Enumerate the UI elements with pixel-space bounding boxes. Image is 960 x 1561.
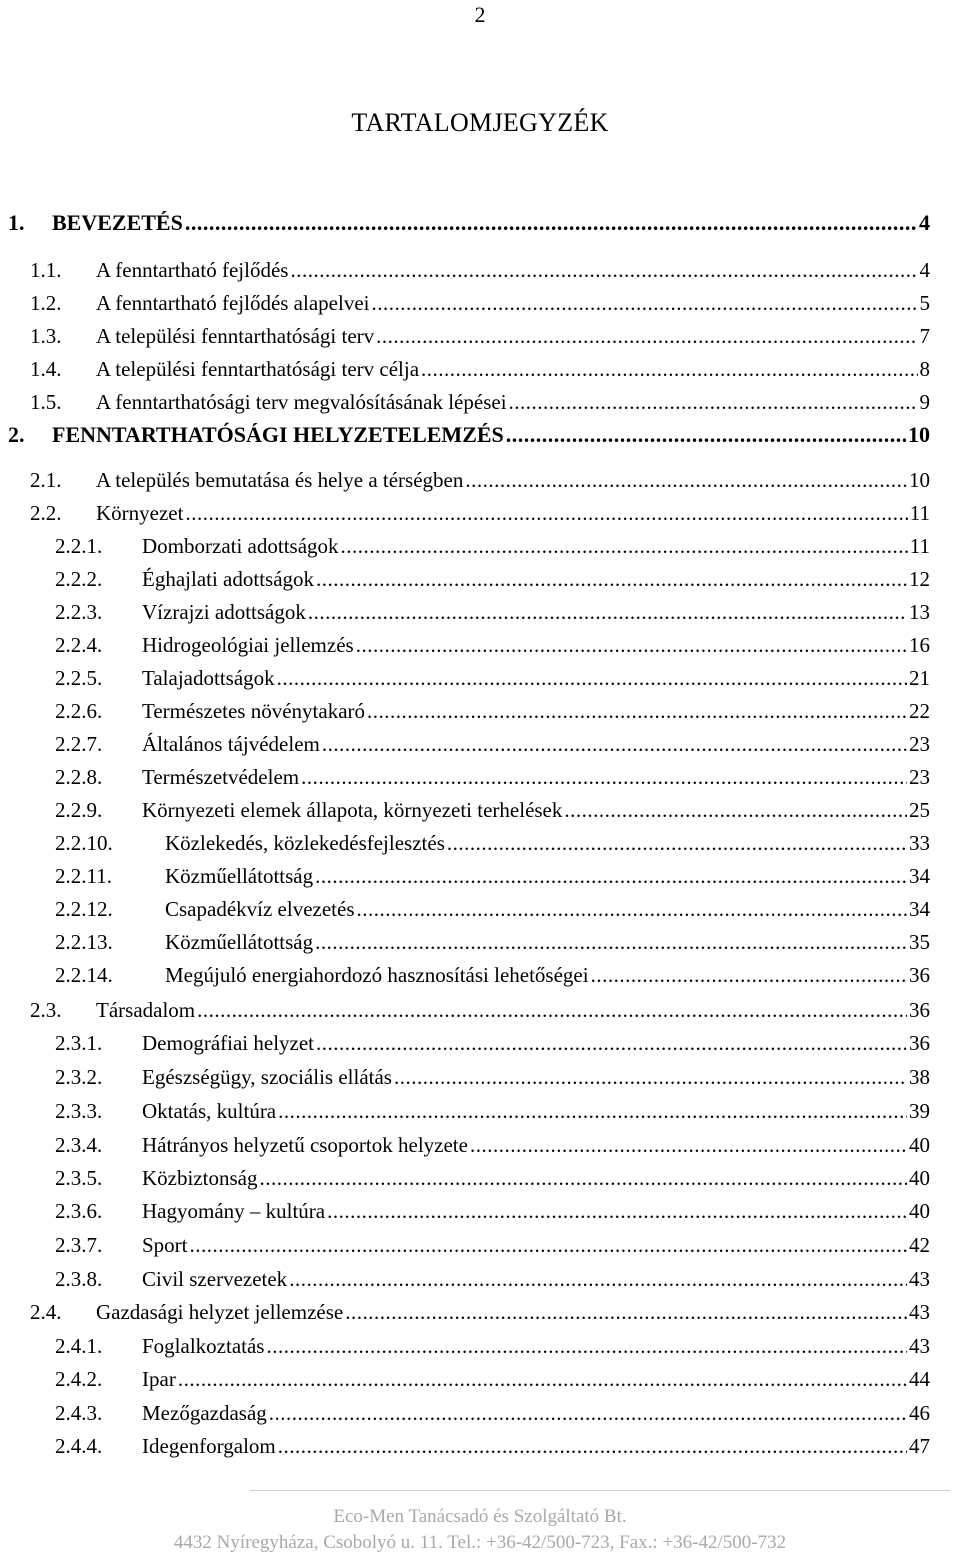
- toc-entry[interactable]: [0, 354, 960, 384]
- toc-entry[interactable]: [0, 420, 960, 450]
- toc-entry-title: Hátrányos helyzetű csoportok helyzete: [142, 1133, 468, 1157]
- toc-entry-page: 33: [909, 831, 930, 855]
- toc-entry-number: 2.2.12.: [55, 897, 113, 921]
- toc-entry-leader: [142, 1028, 930, 1058]
- toc-entry[interactable]: [0, 208, 960, 238]
- toc-entry-number: 2.4.3.: [55, 1401, 103, 1425]
- toc-entry-number: 1.5.: [30, 390, 62, 414]
- toc-entry-page: 10: [908, 422, 930, 447]
- toc-entry-leader: [142, 729, 930, 759]
- toc-entry-title: Hidrogeológiai jellemzés: [142, 633, 354, 657]
- toc-entry-title: Csapadékvíz elvezetés: [165, 897, 355, 921]
- dot-leader: [345, 1297, 907, 1327]
- toc-entry-page: 12: [909, 567, 930, 591]
- dot-leader: [278, 1096, 907, 1126]
- toc-entry-page: 34: [909, 897, 930, 921]
- toc-entry-page: 38: [909, 1065, 930, 1089]
- toc-entry[interactable]: [0, 288, 960, 318]
- toc-entry-number: 1.4.: [30, 357, 62, 381]
- toc-entry-title: A fenntartható fejlődés alapelvei: [96, 291, 370, 315]
- toc-entry-leader: [165, 861, 930, 891]
- toc-entry-number: 1.3.: [30, 324, 62, 348]
- toc-entry-page: 8: [919, 357, 930, 381]
- dot-leader: [327, 1196, 907, 1226]
- toc-entry-leader: [96, 354, 930, 384]
- toc-entry[interactable]: [0, 894, 960, 924]
- dot-leader: [269, 1398, 907, 1428]
- toc-entry-leader: [96, 465, 930, 495]
- toc-entry[interactable]: [0, 861, 960, 891]
- toc-entry-leader: [142, 1163, 930, 1193]
- toc-entry-page: 40: [909, 1199, 930, 1223]
- toc-entry-title: Általános tájvédelem: [142, 732, 320, 756]
- toc-entry-title: Közbiztonság: [142, 1166, 258, 1190]
- toc-entry-page: 36: [909, 998, 930, 1022]
- toc-entry-page: 34: [909, 864, 930, 888]
- toc-entry-leader: [142, 597, 930, 627]
- toc-entry-title: Foglalkoztatás: [142, 1334, 265, 1358]
- dot-leader: [564, 795, 907, 825]
- toc-entry-leader: [142, 762, 930, 792]
- toc-entry[interactable]: [0, 995, 960, 1025]
- dot-leader: [185, 498, 907, 528]
- toc-entry-number: 2.3.3.: [55, 1099, 103, 1123]
- toc-entry[interactable]: [0, 696, 960, 726]
- toc-entry[interactable]: [0, 828, 960, 858]
- toc-entry-leader: [142, 630, 930, 660]
- toc-entry[interactable]: [0, 1264, 960, 1294]
- toc-entry[interactable]: [0, 663, 960, 693]
- dot-leader: [185, 208, 917, 238]
- toc-entry-title: Gazdasági helyzet jellemzése: [96, 1300, 344, 1324]
- footer-address: 4432 Nyíregyháza, Csobolyó u. 11. Tel.: +36-42/500-723, Fax.: +36-42/500-732: [173, 1532, 787, 1553]
- toc-entry-page: 43: [909, 1300, 930, 1324]
- toc-entry-page: 47: [909, 1434, 930, 1458]
- toc-entry[interactable]: [0, 1364, 960, 1394]
- toc-entry-number: 2.2.9.: [55, 798, 103, 822]
- dot-leader: [421, 354, 917, 384]
- page-number: 2: [474, 2, 486, 27]
- toc-entry-number: 2.4.2.: [55, 1367, 103, 1391]
- toc-entry[interactable]: [0, 1297, 960, 1327]
- toc-entry-number: 2.2.7.: [55, 732, 103, 756]
- dot-leader: [315, 927, 907, 957]
- toc-entry-number: 2.3.: [30, 998, 62, 1022]
- toc-entry-number: 2.3.4.: [55, 1133, 103, 1157]
- dot-leader: [341, 531, 908, 561]
- toc-entry-title: Oktatás, kultúra: [142, 1099, 277, 1123]
- toc-entry[interactable]: [0, 531, 960, 561]
- toc-entry-title: A települési fenntarthatósági terv: [96, 324, 375, 348]
- dot-leader: [371, 288, 917, 318]
- toc-entry-title: Társadalom: [96, 998, 196, 1022]
- toc-entry-number: 2.2.4.: [55, 633, 103, 657]
- toc-entry-number: 2.4.1.: [55, 1334, 103, 1358]
- toc-entry[interactable]: [0, 255, 960, 285]
- toc-entry-leader: [96, 498, 930, 528]
- toc-entry-leader: [96, 387, 930, 417]
- footer: [30, 1490, 930, 1561]
- toc-entry-number: 2.2.6.: [55, 699, 103, 723]
- toc-entry[interactable]: [0, 564, 960, 594]
- toc-entry-number: 2.2.: [30, 501, 62, 525]
- toc-entry-leader: [142, 1331, 930, 1361]
- toc-entry-leader: [52, 420, 930, 450]
- toc-entry-leader: [165, 960, 930, 990]
- toc-entry-leader: [142, 1364, 930, 1394]
- toc-entry[interactable]: [0, 1331, 960, 1361]
- toc-entry-page: 16: [909, 633, 930, 657]
- toc-entry-title: Mezőgazdaság: [142, 1401, 267, 1425]
- toc-entry-leader: [142, 1431, 930, 1461]
- toc-entry-leader: [142, 663, 930, 693]
- toc-entry-number: 2.3.5.: [55, 1166, 103, 1190]
- toc-entry-leader: [142, 1230, 930, 1260]
- toc-entry-title: Hagyomány – kultúra: [142, 1199, 326, 1223]
- toc-entry-title: Idegenforgalom: [142, 1434, 276, 1458]
- dot-leader: [316, 564, 907, 594]
- toc-entry-title: BEVEZETÉS: [52, 210, 183, 235]
- toc-entry[interactable]: [0, 498, 960, 528]
- toc-entry-leader: [142, 564, 930, 594]
- toc-entry-number: 2.4.: [30, 1300, 62, 1324]
- dot-leader: [190, 1230, 907, 1260]
- toc-entry-page: 44: [909, 1367, 930, 1391]
- toc-entry[interactable]: [0, 387, 960, 417]
- toc-entry-page: 9: [919, 390, 930, 414]
- toc-entry[interactable]: [0, 1062, 960, 1092]
- dot-leader: [322, 729, 907, 759]
- toc-entry-title: Vízrajzi adottságok: [142, 600, 306, 624]
- dot-leader: [278, 1431, 907, 1461]
- toc-entry-number: 2.2.10.: [55, 831, 113, 855]
- toc-entry-page: 10: [909, 468, 930, 492]
- toc-entry-page: 36: [909, 963, 930, 987]
- toc-entry-number: 2.3.6.: [55, 1199, 103, 1223]
- toc-entry-page: 23: [909, 765, 930, 789]
- dot-leader: [316, 1028, 907, 1058]
- toc-entry[interactable]: [0, 1196, 960, 1226]
- toc-entry-leader: [142, 531, 930, 561]
- dot-leader: [465, 465, 907, 495]
- toc-entry-leader: [142, 1062, 930, 1092]
- toc-entry[interactable]: [0, 1431, 960, 1461]
- toc-entry-number: 2.3.1.: [55, 1031, 103, 1055]
- dot-leader: [376, 321, 917, 351]
- toc-entry-leader: [142, 1130, 930, 1160]
- toc-entry-page: 23: [909, 732, 930, 756]
- toc-entry-page: 42: [909, 1233, 930, 1257]
- toc-entry-leader: [96, 288, 930, 318]
- footer-divider: [250, 1490, 950, 1491]
- dot-leader: [591, 960, 907, 990]
- toc-entry-leader: [142, 1398, 930, 1428]
- dot-leader: [367, 696, 907, 726]
- toc-entry-page: 22: [909, 699, 930, 723]
- toc-entry[interactable]: [0, 927, 960, 957]
- toc-entry-page: 40: [909, 1166, 930, 1190]
- toc-entry-number: 2.2.1.: [55, 534, 103, 558]
- dot-leader: [356, 630, 907, 660]
- toc-entry-title: Talajadottságok: [142, 666, 275, 690]
- toc-entry-page: 13: [909, 600, 930, 624]
- toc-entry-title: A település bemutatása és helye a térségben: [96, 468, 464, 492]
- toc-entry-number: 2.2.3.: [55, 600, 103, 624]
- dot-leader: [308, 597, 907, 627]
- dot-leader: [506, 420, 906, 450]
- toc-entry-leader: [165, 828, 930, 858]
- toc-entry-title: Környezeti elemek állapota, környezeti terhelések: [142, 798, 563, 822]
- toc-entry[interactable]: [0, 321, 960, 351]
- toc-entry-page: 25: [909, 798, 930, 822]
- toc-entry[interactable]: [0, 1398, 960, 1428]
- toc-entry-leader: [142, 696, 930, 726]
- toc-entry-leader: [165, 927, 930, 957]
- toc-entry[interactable]: [0, 795, 960, 825]
- toc-entry-page: 11: [909, 501, 930, 525]
- toc-entry-page: 5: [919, 291, 930, 315]
- dot-leader: [290, 255, 917, 285]
- toc-entry-leader: [142, 1096, 930, 1126]
- dot-leader: [509, 387, 918, 417]
- toc-entry-number: 2.3.2.: [55, 1065, 103, 1089]
- toc-entry-title: Domborzati adottságok: [142, 534, 339, 558]
- dot-leader: [447, 828, 907, 858]
- toc-entry-title: Civil szervezetek: [142, 1267, 288, 1291]
- toc-entry-leader: [142, 1196, 930, 1226]
- toc-entry-title: Természetes növénytakaró: [142, 699, 366, 723]
- toc-entry-title: Megújuló energiahordozó hasznosítási lehetőségei: [165, 963, 589, 987]
- dot-leader: [470, 1130, 907, 1160]
- toc-entry[interactable]: [0, 762, 960, 792]
- toc-entry-title: Sport: [142, 1233, 188, 1257]
- toc-entry-leader: [142, 795, 930, 825]
- dot-leader: [197, 995, 907, 1025]
- toc-entry-page: 46: [909, 1401, 930, 1425]
- footer-company: Eco-Men Tanácsadó és Szolgáltató Bt.: [333, 1506, 627, 1527]
- toc-entry-page: 4: [919, 258, 930, 282]
- toc-entry-title: Közműellátottság: [165, 864, 314, 888]
- toc-entry[interactable]: [0, 1163, 960, 1193]
- toc-entry-title: A települési fenntarthatósági terv célja: [96, 357, 420, 381]
- toc-entry[interactable]: [0, 465, 960, 495]
- toc-entry-number: 2.1.: [30, 468, 62, 492]
- dot-leader: [277, 663, 907, 693]
- toc-entry-number: 2.: [8, 422, 25, 447]
- toc-entry-page: 43: [909, 1334, 930, 1358]
- toc-entry-title: Természetvédelem: [142, 765, 300, 789]
- dot-leader: [289, 1264, 907, 1294]
- toc-entry-leader: [96, 1297, 930, 1327]
- toc-entry[interactable]: [0, 1096, 960, 1126]
- toc-entry-page: 21: [909, 666, 930, 690]
- toc-entry[interactable]: [0, 1130, 960, 1160]
- toc-entry-page: 4: [919, 210, 930, 235]
- toc-entry-number: 1.1.: [30, 258, 62, 282]
- toc-entry-number: 2.2.8.: [55, 765, 103, 789]
- dot-leader: [266, 1331, 907, 1361]
- toc-entry-leader: [165, 894, 930, 924]
- toc-entry-number: 2.2.13.: [55, 930, 113, 954]
- toc-entry-number: 2.2.11.: [55, 864, 112, 888]
- toc-entry-page: 35: [909, 930, 930, 954]
- toc-entry[interactable]: [0, 1230, 960, 1260]
- toc-entry-title: Egészségügy, szociális ellátás: [142, 1065, 392, 1089]
- toc-entry-page: 43: [909, 1267, 930, 1291]
- toc-entry-title: Közműellátottság: [165, 930, 314, 954]
- toc-entry-page: 40: [909, 1133, 930, 1157]
- toc-entry-number: 1.2.: [30, 291, 62, 315]
- toc-entry-title: A fenntartható fejlődés: [96, 258, 289, 282]
- dot-leader: [357, 894, 908, 924]
- toc-entry-number: 2.4.4.: [55, 1434, 103, 1458]
- toc-entry[interactable]: [0, 630, 960, 660]
- toc-entry-title: Környezet: [96, 501, 184, 525]
- toc-entry[interactable]: [0, 729, 960, 759]
- toc-entry-number: 2.3.8.: [55, 1267, 103, 1291]
- toc-title: TARTALOMJEGYZÉK: [351, 108, 609, 137]
- toc-entry-page: 39: [909, 1099, 930, 1123]
- toc-entry-page: 36: [909, 1031, 930, 1055]
- toc-entry[interactable]: [0, 1028, 960, 1058]
- toc-entry-title: Ipar: [142, 1367, 176, 1391]
- toc-entry-title: Demográfiai helyzet: [142, 1031, 314, 1055]
- toc-entry-leader: [96, 321, 930, 351]
- toc-entry[interactable]: [0, 597, 960, 627]
- toc-entry[interactable]: [0, 960, 960, 990]
- dot-leader: [259, 1163, 907, 1193]
- toc-entry-number: 1.: [8, 210, 25, 235]
- toc-entry-leader: [52, 208, 930, 238]
- toc-entry-leader: [96, 255, 930, 285]
- dot-leader: [315, 861, 907, 891]
- toc-entry-number: 2.2.5.: [55, 666, 103, 690]
- toc-entry-title: Közlekedés, közlekedésfejlesztés: [165, 831, 445, 855]
- toc-entry-title: A fenntarthatósági terv megvalósításának lépései: [96, 390, 507, 414]
- toc-entry-number: 2.2.2.: [55, 567, 103, 591]
- toc-entry-leader: [142, 1264, 930, 1294]
- dot-leader: [394, 1062, 907, 1092]
- dot-leader: [178, 1364, 907, 1394]
- toc-entry-leader: [96, 995, 930, 1025]
- toc-entry-page: 11: [909, 534, 930, 558]
- toc-entry-page: 7: [919, 324, 930, 348]
- toc-entry-number: 2.3.7.: [55, 1233, 103, 1257]
- dot-leader: [301, 762, 907, 792]
- toc-entry-title: FENNTARTHATÓSÁGI HELYZETELEMZÉS: [52, 422, 504, 447]
- toc-entry-number: 2.2.14.: [55, 963, 113, 987]
- toc-entry-title: Éghajlati adottságok: [142, 567, 315, 591]
